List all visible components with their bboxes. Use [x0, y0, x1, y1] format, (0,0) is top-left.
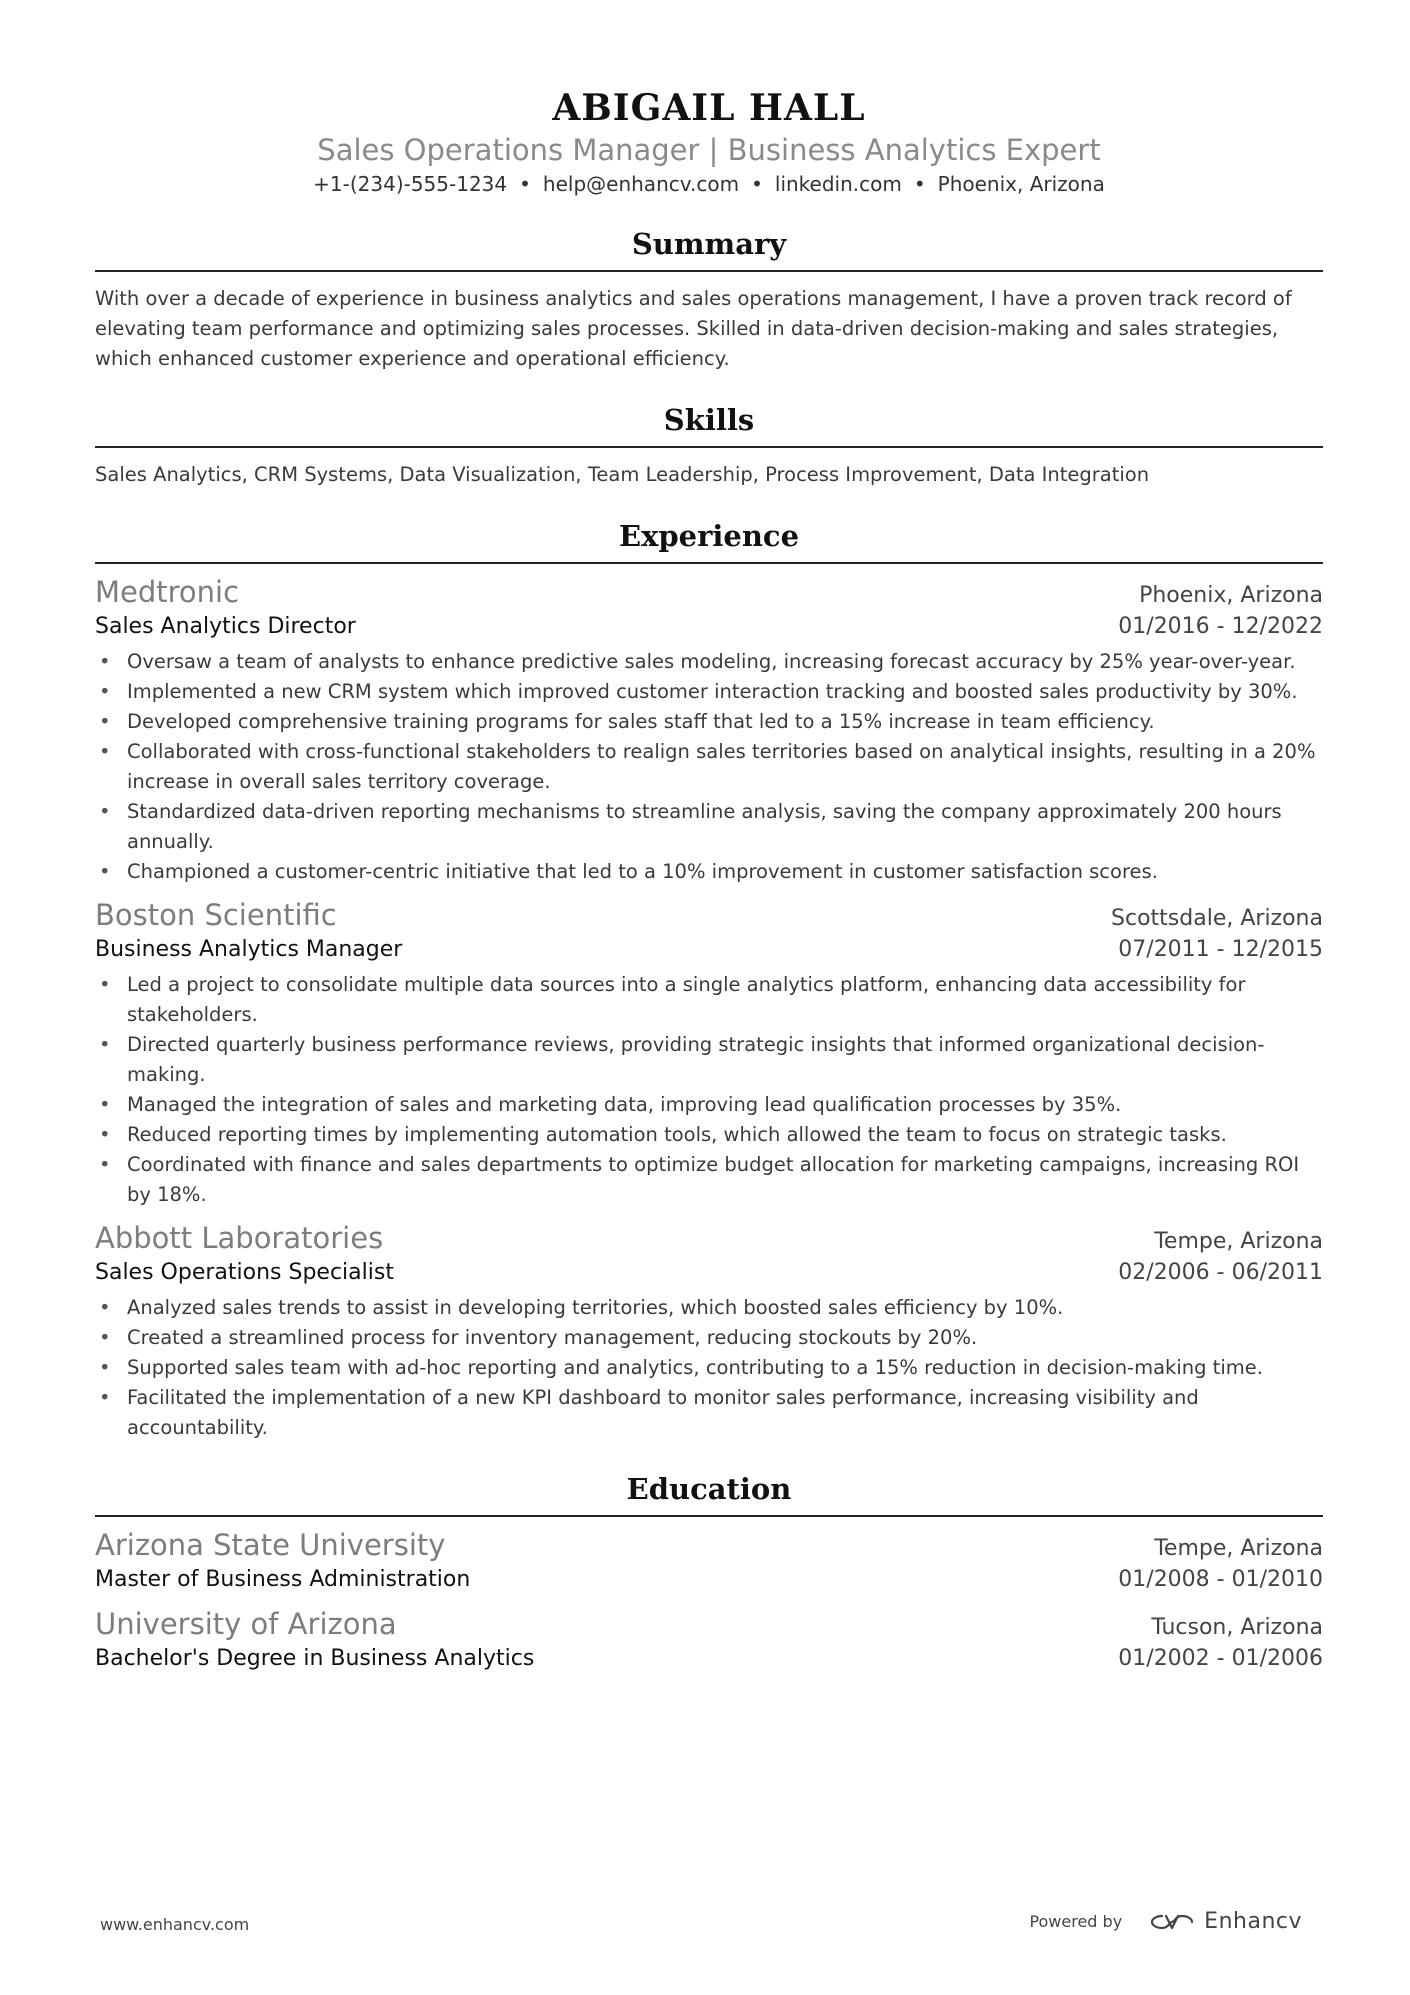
- experience-entry: [95, 1220, 1323, 1443]
- job-dates: 01/2016 - 12/2022: [1118, 614, 1323, 639]
- contact-phone: +1-(234)-555-1234: [313, 172, 508, 196]
- section-heading-summary: Summary: [95, 226, 1323, 272]
- bullet-item: • Oversaw a team of analysts to enhance predictive sales modeling, increasing forecast accuracy by 25% year-over-year.: [95, 647, 1323, 677]
- school-name: Arizona State University: [95, 1528, 446, 1562]
- enhancv-logo-icon: [1148, 1910, 1196, 1934]
- education-section: [95, 1471, 1323, 1675]
- section-heading-experience: Experience: [95, 518, 1323, 564]
- company-name: Boston Scientific: [95, 898, 337, 932]
- experience-section: [95, 518, 1323, 1443]
- skills-section: [95, 402, 1323, 490]
- summary-section: [95, 226, 1323, 374]
- summary-text: With over a decade of experience in business analytics and sales operations management, I have a proven track record of elevating team performance and optimizing sales processes. Skilled in data-driven decision-making and sales strategies, which enhanced customer experience and operational efficiency.: [95, 287, 1292, 370]
- company-name: Abbott Laboratories: [95, 1221, 384, 1255]
- section-heading-skills: Skills: [95, 402, 1323, 448]
- school-name: University of Arizona: [95, 1607, 397, 1641]
- experience-entry: [95, 574, 1323, 887]
- resume-header: [95, 0, 1323, 198]
- separator-dot: •: [751, 172, 763, 196]
- bullet-item: • Standardized data-driven reporting mechanisms to streamline analysis, saving the company approximately 200 hours annually.: [95, 797, 1323, 857]
- bullet-item: • Championed a customer-centric initiative that led to a 10% improvement in customer satisfaction scores.: [95, 857, 1323, 887]
- job-dates: 07/2011 - 12/2015: [1118, 937, 1323, 962]
- brand-name: Enhancv: [1204, 1909, 1302, 1934]
- school-location: Tempe, Arizona: [1154, 1536, 1323, 1561]
- separator-dot: •: [913, 172, 926, 196]
- footer-branding[interactable]: [1029, 1909, 1302, 1934]
- education-entry: [95, 1527, 1323, 1596]
- job-role: Sales Operations Specialist: [95, 1260, 394, 1285]
- bullet-item: • Coordinated with finance and sales departments to optimize budget allocation for marketing campaigns, increasing ROI by 18%.: [95, 1150, 1323, 1210]
- job-location: Scottsdale, Arizona: [1111, 906, 1323, 931]
- bullet-item: • Created a streamlined process for inventory management, reducing stockouts by 20%.: [95, 1323, 1323, 1353]
- job-location: Phoenix, Arizona: [1139, 583, 1323, 608]
- contact-email[interactable]: help@enhancv.com: [542, 172, 740, 196]
- education-dates: 01/2002 - 01/2006: [1118, 1646, 1323, 1671]
- resume-page: [95, 0, 1323, 1675]
- bullet-item: • Managed the integration of sales and marketing data, improving lead qualification processes by 35%.: [95, 1090, 1323, 1120]
- skills-text: Sales Analytics, CRM Systems, Data Visualization, Team Leadership, Process Improvement, Data Integration: [95, 463, 1150, 486]
- contact-location: Phoenix, Arizona: [937, 172, 1105, 196]
- bullet-item: • Developed comprehensive training programs for sales staff that led to a 15% increase in team efficiency.: [95, 707, 1323, 737]
- job-role: Sales Analytics Director: [95, 614, 356, 639]
- contact-line: [95, 170, 1323, 198]
- job-role: Business Analytics Manager: [95, 937, 403, 962]
- contact-linkedin[interactable]: linkedin.com: [774, 172, 902, 196]
- bullet-item: • Collaborated with cross-functional stakeholders to realign sales territories based on analytical insights, resulting in a 20% increase in overall sales territory coverage.: [95, 737, 1323, 797]
- bullet-item: • Analyzed sales trends to assist in developing territories, which boosted sales efficiency by 10%.: [95, 1293, 1323, 1323]
- section-heading-education: Education: [95, 1471, 1323, 1517]
- bullet-item: • Directed quarterly business performance reviews, providing strategic insights that informed organizational decision-making.: [95, 1030, 1323, 1090]
- page-footer: [0, 1905, 1410, 1945]
- degree-name: Master of Business Administration: [95, 1567, 471, 1592]
- candidate-title: Sales Operations Manager | Business Analytics Expert: [317, 133, 1101, 167]
- job-dates: 02/2006 - 06/2011: [1118, 1260, 1323, 1285]
- footer-website-link[interactable]: www.enhancv.com: [100, 1915, 250, 1934]
- education-dates: 01/2008 - 01/2010: [1118, 1567, 1323, 1592]
- job-bullets: [95, 647, 1323, 887]
- degree-name: Bachelor's Degree in Business Analytics: [95, 1646, 535, 1671]
- candidate-name: ABIGAIL HALL: [552, 87, 866, 129]
- bullet-item: • Facilitated the implementation of a new KPI dashboard to monitor sales performance, increasing visibility and accountability.: [95, 1383, 1323, 1443]
- bullet-item: • Reduced reporting times by implementing automation tools, which allowed the team to focus on strategic tasks.: [95, 1120, 1323, 1150]
- job-location: Tempe, Arizona: [1154, 1229, 1323, 1254]
- bullet-item: • Led a project to consolidate multiple data sources into a single analytics platform, enhancing data accessibility for stakeholders.: [95, 970, 1323, 1030]
- experience-entry: [95, 897, 1323, 1210]
- bullet-item: • Supported sales team with ad-hoc reporting and analytics, contributing to a 15% reduction in decision-making time.: [95, 1353, 1323, 1383]
- bullet-item: • Implemented a new CRM system which improved customer interaction tracking and boosted sales productivity by 30%.: [95, 677, 1323, 707]
- school-location: Tucson, Arizona: [1151, 1615, 1323, 1640]
- separator-dot: •: [519, 172, 531, 196]
- powered-by-label: Powered by: [1029, 1912, 1123, 1931]
- job-bullets: [95, 1293, 1323, 1443]
- job-bullets: [95, 970, 1323, 1210]
- company-name: Medtronic: [95, 575, 240, 609]
- education-entry: [95, 1606, 1323, 1675]
